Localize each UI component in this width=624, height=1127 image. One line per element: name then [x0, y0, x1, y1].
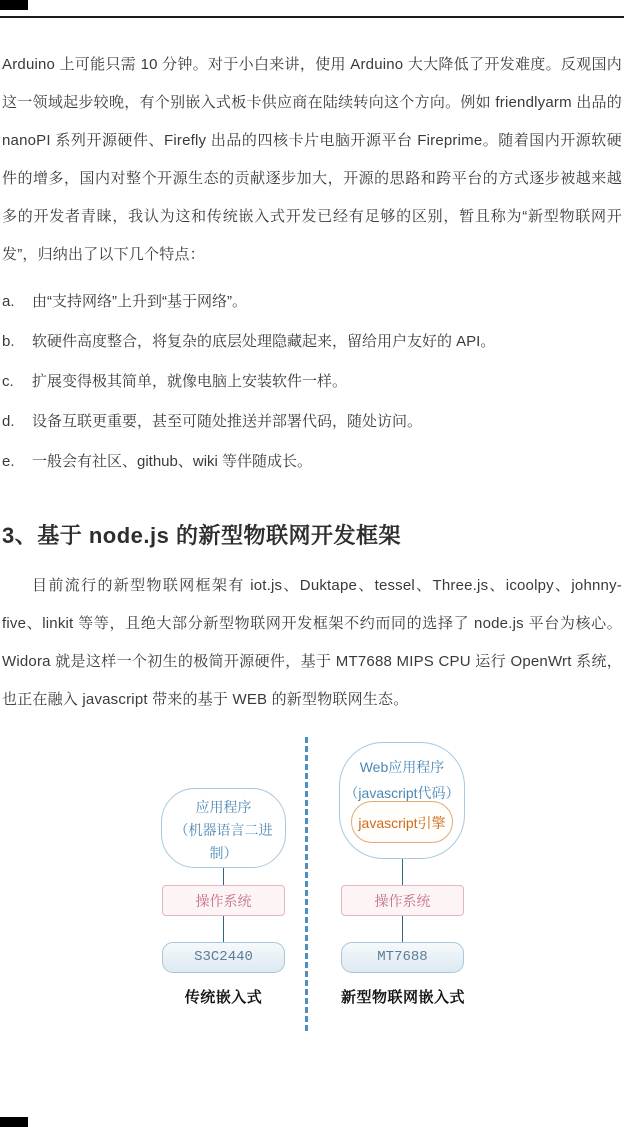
list-item [2, 323, 622, 361]
list-item [2, 443, 622, 481]
feature-list [2, 283, 622, 481]
scan-artifact-top-left [0, 0, 28, 10]
list-item-text: 设备互联更重要，甚至可随处推送并部署代码，随处访问。 [32, 413, 423, 430]
list-item-text: 软硬件高度整合，将复杂的底层处理隐藏起来，留给用户友好的 API。 [32, 333, 496, 350]
left-app-line2: （机器语言二进 [174, 822, 273, 838]
paragraph-frameworks: 目前流行的新型物联网框架有 iot.js、Duktape、tessel、Three.js、icoolpy、johnny-five、linkit 等等，且绝大部分新型物联网开发框架不约而同的选择了 node.js 平台为核心。Widora 就是这样一个初生的极简开源硬件，基于 MT7688 MIPS CPU 运行 OpenWrt 系统，也正在融入 javascript 带来的基于 WEB 的新型物联网生态。 [2, 577, 622, 708]
left-os-box: 操作系统 [162, 885, 285, 916]
list-item [2, 283, 622, 321]
left-chip-box: S3C2440 [162, 942, 285, 973]
list-item-label: b. [2, 333, 15, 350]
list-item-text: 扩展变得极其简单，就像电脑上安装软件一样。 [32, 373, 348, 390]
right-app-line1: Web应用程序 [359, 759, 445, 775]
embedded-comparison-diagram [2, 735, 622, 1037]
list-item-label: e. [2, 453, 15, 470]
list-item [2, 363, 622, 401]
right-os-box: 操作系统 [341, 885, 464, 916]
right-app-line2: （javascript代码） [344, 785, 460, 801]
right-chip-box: MT7688 [341, 942, 464, 973]
javascript-engine-pill: javascript引擎 [351, 801, 453, 843]
left-app-line3: 制） [209, 845, 238, 861]
left-app-line1: 应用程序 [195, 799, 252, 815]
list-item-text: 一般会有社区、github、wiki 等伴随成长。 [32, 453, 313, 470]
list-item-label: d. [2, 413, 15, 430]
section-heading: 3、基于 node.js 的新型物联网开发框架 [2, 523, 401, 548]
scan-artifact-bottom-left [0, 1117, 28, 1127]
list-item-label: c. [2, 373, 14, 390]
list-item-text: 由“支持网络”上升到“基于网络”。 [32, 293, 247, 310]
dashed-divider-line [305, 737, 308, 1031]
left-app-bubble [161, 788, 286, 868]
right-caption: 新型物联网嵌入式 [340, 989, 465, 1006]
list-item [2, 403, 622, 441]
top-divider-rule [0, 16, 624, 18]
left-caption: 传统嵌入式 [184, 989, 263, 1006]
paragraph-intro: Arduino 上可能只需 10 分钟。对于小白来讲，使用 Arduino 大大降低了开发难度。反观国内这一领域起步较晚，有个别嵌入式板卡供应商在陆续转向这个方向。例如 friendlyarm 出品的 nanoPI 系列开源硬件、Firefly 出品的四核卡片电脑开源平台 Fireprime。随着国内开源软硬件的增多，国内对整个开源生态的贡献逐步加大，开源的思路和跨平台的方式逐步被越来越多的开发者青睐，我认为这和传统嵌入式开发已经有足够的区别，暂且称为“新型物联网开发”，归纳出了以下几个特点： [2, 56, 622, 263]
list-item-label: a. [2, 293, 15, 310]
